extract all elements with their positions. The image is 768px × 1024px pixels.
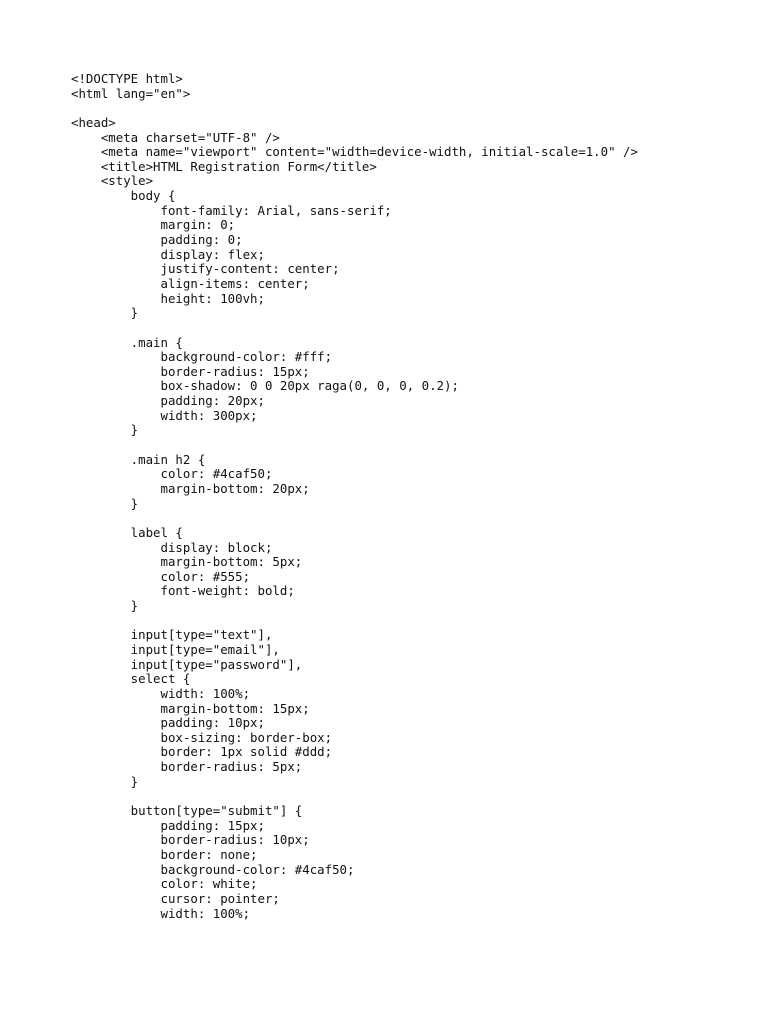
code-line: margin-bottom: 15px;	[71, 700, 310, 716]
code-line: select {	[71, 671, 191, 687]
code-line	[71, 614, 638, 629]
code-line: }	[71, 598, 139, 614]
code-line: border-radius: 10px;	[71, 832, 310, 848]
code-line: <head>	[71, 114, 116, 130]
code-line: <style>	[71, 173, 154, 189]
code-line: box-sizing: border-box;	[71, 729, 333, 745]
code-line: align-items: center;	[71, 275, 310, 291]
code-line: body {	[71, 188, 176, 204]
code-line	[71, 789, 638, 804]
code-line: <!DOCTYPE html>	[71, 71, 183, 86]
code-line: width: 100%;	[71, 685, 251, 701]
code-line: padding: 20px;	[71, 393, 265, 409]
code-line: }	[71, 422, 139, 438]
code-line: display: block;	[71, 539, 273, 555]
code-line: input[type="email"],	[71, 641, 280, 657]
code-line: color: #4caf50;	[71, 466, 273, 482]
code-line: .main h2 {	[71, 451, 206, 467]
code-line: }	[71, 773, 139, 789]
code-line: }	[71, 495, 139, 511]
code-line: height: 100vh;	[71, 290, 265, 306]
code-line: display: flex;	[71, 246, 265, 262]
code-line: padding: 10px;	[71, 715, 265, 731]
code-line: font-weight: bold;	[71, 583, 295, 599]
code-line: justify-content: center;	[71, 261, 340, 277]
code-line: padding: 0;	[71, 232, 243, 248]
code-line: border-radius: 5px;	[71, 759, 303, 775]
code-line: font-family: Arial, sans-serif;	[71, 202, 392, 218]
code-line	[71, 438, 638, 453]
code-line: color: #555;	[71, 568, 251, 584]
code-line	[71, 101, 638, 116]
code-line: <meta charset="UTF-8" />	[71, 129, 280, 145]
code-line: label {	[71, 524, 183, 540]
code-line: border: none;	[71, 846, 258, 862]
code-line: width: 100%;	[71, 905, 251, 921]
code-line: color: white;	[71, 876, 258, 892]
code-line: cursor: pointer;	[71, 890, 280, 906]
code-line: input[type="text"],	[71, 627, 273, 643]
code-line: box-shadow: 0 0 20px raga(0, 0, 0, 0.2);	[71, 378, 459, 394]
code-line: <html lang="en">	[71, 85, 191, 101]
code-line	[71, 321, 638, 336]
code-line: button[type="submit"] {	[71, 803, 303, 819]
code-line: padding: 15px;	[71, 817, 265, 833]
code-line: margin-bottom: 5px;	[71, 554, 303, 570]
code-line: background-color: #fff;	[71, 349, 333, 365]
code-line: <title>HTML Registration Form</title>	[71, 158, 377, 174]
code-line	[71, 511, 638, 526]
code-line: width: 300px;	[71, 407, 258, 423]
code-line: margin-bottom: 20px;	[71, 480, 310, 496]
code-line: input[type="password"],	[71, 656, 303, 672]
code-line: background-color: #4caf50;	[71, 861, 355, 877]
code-line: <meta name="viewport" content="width=device-width, initial-scale=1.0" />	[71, 144, 638, 160]
code-line: border-radius: 15px;	[71, 363, 310, 379]
code-line: }	[71, 305, 139, 321]
code-listing	[71, 72, 638, 921]
code-line: border: 1px solid #ddd;	[71, 744, 333, 760]
code-line: .main {	[71, 334, 183, 350]
code-line: margin: 0;	[71, 217, 236, 233]
